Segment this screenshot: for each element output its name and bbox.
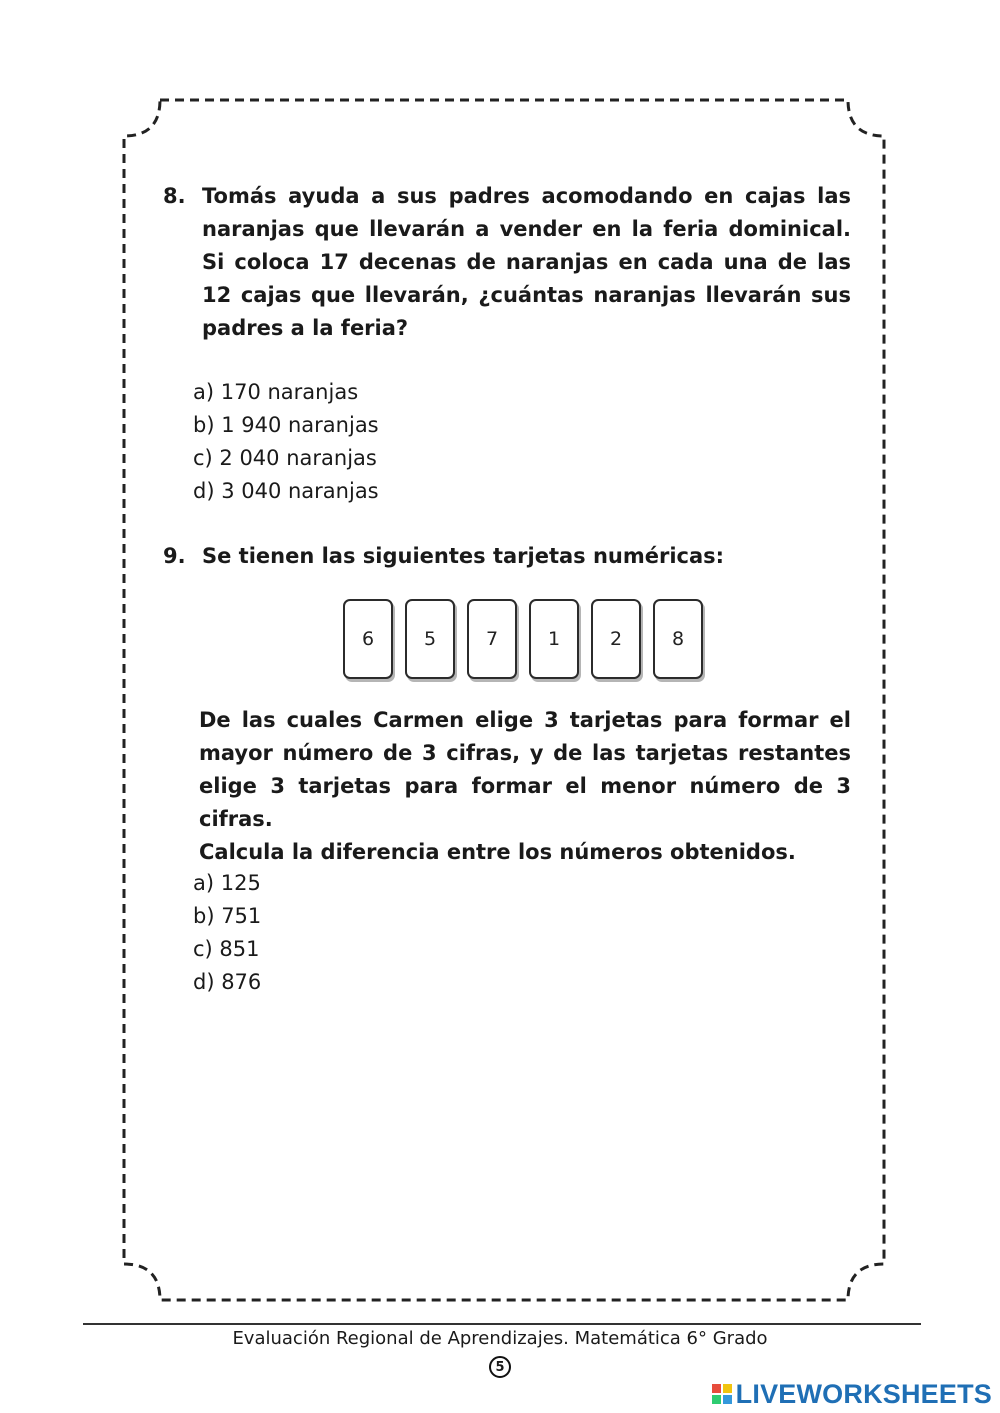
logo-square	[712, 1384, 721, 1393]
number-card: 1	[529, 599, 579, 679]
question-8-text: Tomás ayuda a sus padres acomodando en cajas las naranjas que llevarán a vender en la feria dominical. Si coloca 17 decenas de naranjas en cada una de las 12 cajas que llevarán, ¿cuántas naranjas llevarán sus padres a la feria?	[202, 184, 851, 340]
question-9-number: 9.	[163, 544, 186, 568]
option-d[interactable]: d) 3 040 naranjas	[193, 479, 379, 503]
option-b[interactable]: b) 1 940 naranjas	[193, 413, 379, 437]
number-cards	[343, 599, 703, 679]
logo-square	[723, 1395, 732, 1404]
question-8	[163, 180, 851, 345]
number-card: 2	[591, 599, 641, 679]
footer-title: Evaluación Regional de Aprendizajes. Matemática 6° Grado	[232, 1328, 768, 1349]
question-9-body	[199, 704, 851, 869]
question-9-text: Se tienen las siguientes tarjetas numéricas:	[202, 544, 725, 568]
option-a[interactable]: a) 170 naranjas	[193, 380, 359, 404]
question-9-description: De las cuales Carmen elige 3 tarjetas para formar el mayor número de 3 cifras, y de las tarjetas restantes elige 3 tarjetas para formar el menor número de 3 cifras.	[199, 708, 851, 831]
option-a[interactable]: a) 125	[193, 871, 261, 895]
number-card: 8	[653, 599, 703, 679]
option-c[interactable]: c) 851	[193, 937, 260, 961]
footer-divider	[83, 1323, 921, 1325]
logo-text: LIVEWORKSHEETS	[735, 1378, 992, 1409]
option-b[interactable]: b) 751	[193, 904, 262, 928]
question-9	[163, 540, 851, 573]
number-card: 6	[343, 599, 393, 679]
liveworksheets-mark-icon	[712, 1384, 732, 1404]
logo-square	[723, 1384, 732, 1393]
number-card: 5	[405, 599, 455, 679]
option-c[interactable]: c) 2 040 naranjas	[193, 446, 377, 470]
question-9-instruction: Calcula la diferencia entre los números obtenidos.	[199, 840, 796, 864]
liveworksheets-logo	[712, 1378, 992, 1410]
question-8-options	[193, 376, 379, 508]
logo-square	[712, 1395, 721, 1404]
option-d[interactable]: d) 876	[193, 970, 262, 994]
question-8-number: 8.	[163, 184, 186, 208]
page-number: 5	[489, 1356, 511, 1378]
number-card: 7	[467, 599, 517, 679]
question-9-options	[193, 867, 261, 999]
